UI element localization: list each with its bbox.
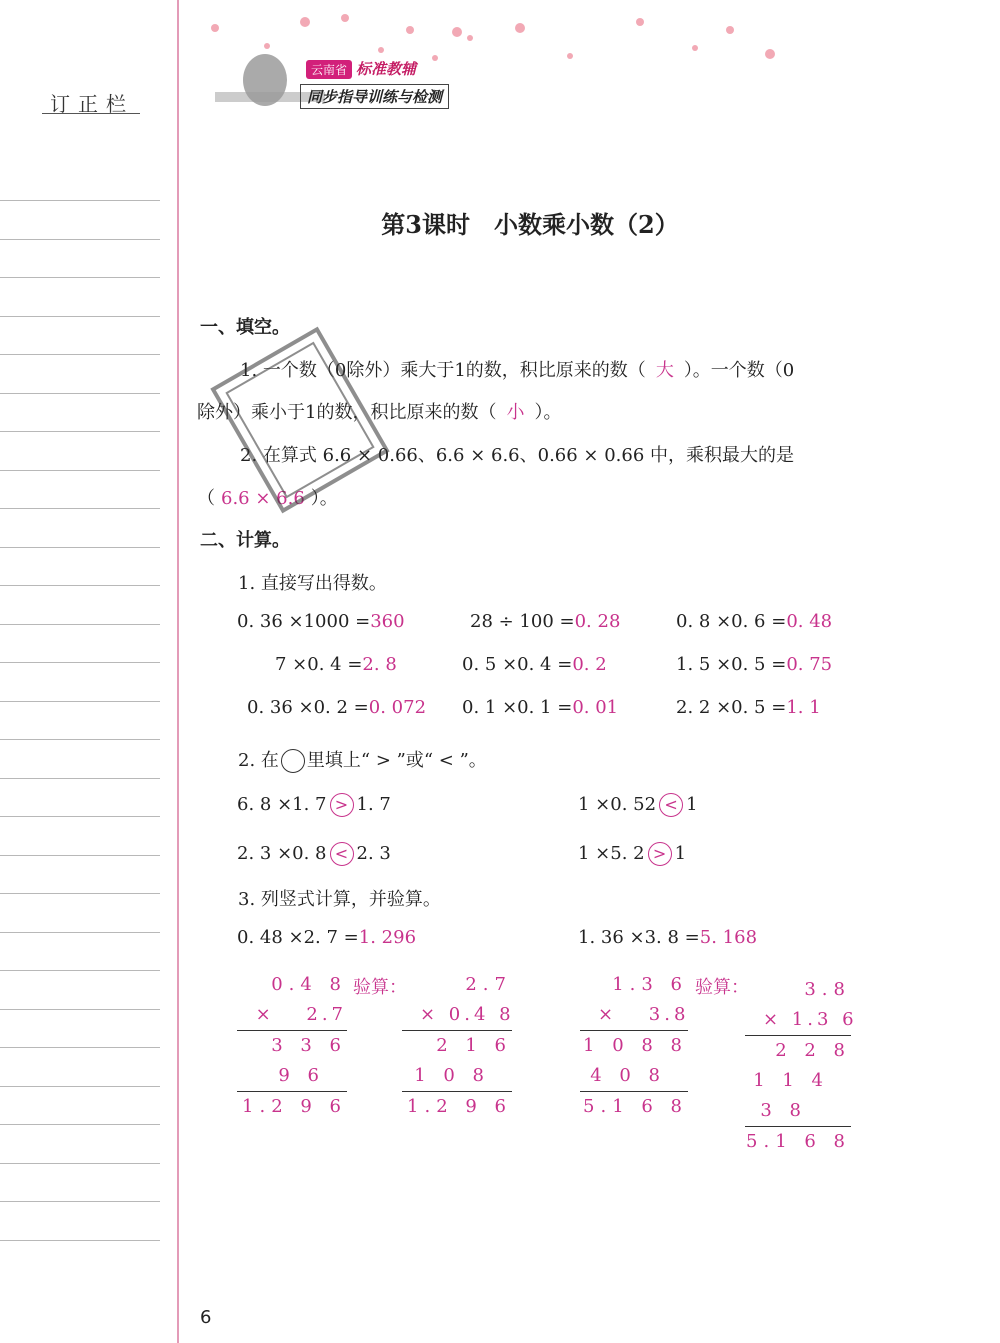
direct-question: 0. 36 ×0. 2 =	[247, 697, 369, 718]
correction-line	[0, 932, 160, 933]
correction-line	[0, 1086, 160, 1087]
vertical-row: 1.3 6	[612, 974, 688, 995]
vertical-row: 2 2 8	[775, 1040, 851, 1061]
correction-column-label: 订正栏	[50, 92, 134, 116]
series-brand	[306, 58, 416, 79]
eq1-question: 0. 48 ×2. 7 =	[237, 927, 359, 948]
eq1-answer: 1. 296	[358, 927, 417, 948]
vertical-row: × 0.4 8	[402, 1000, 512, 1031]
correction-line	[0, 1201, 160, 1202]
direct-answer: 0. 48	[786, 611, 833, 632]
section-heading-calculation: 二、计算。	[200, 530, 290, 551]
vertical-calculation	[580, 970, 688, 1122]
vertical-row: 4 0 8	[580, 1061, 688, 1092]
series-subtitle: 同步指导训练与检测	[300, 84, 449, 109]
correction-line	[0, 778, 160, 779]
correction-line	[0, 701, 160, 702]
vertical-row: × 3.8	[580, 1000, 688, 1031]
direct-question: 0. 8 ×0. 6 =	[676, 611, 787, 632]
direct-question: 7 ×0. 4 =	[275, 654, 363, 675]
direct-question: 0. 36 ×1000 =	[237, 611, 371, 632]
leaf-decoration-right	[440, 8, 800, 68]
direct-question: 0. 5 ×0. 4 =	[462, 654, 573, 675]
correction-line	[0, 855, 160, 856]
direct-answer-item	[462, 654, 607, 675]
comparison-sign: >	[330, 793, 354, 817]
empty-circle-icon	[281, 749, 305, 773]
vertical-row: × 1.3 6	[745, 1005, 851, 1036]
comparison-item	[578, 793, 698, 817]
correction-line	[0, 739, 160, 740]
lesson-title: 第3课时 小数乘小数（2）	[381, 210, 679, 239]
part-1-instruction: 1. 直接写出得数。	[238, 573, 387, 594]
section-heading-fill-blank: 一、填空。	[200, 317, 290, 338]
q2-paren-close: ）。	[310, 488, 338, 509]
vertical-row: 1 0 8	[402, 1061, 512, 1092]
vertical-row: 5.1 6 8	[746, 1131, 851, 1152]
q1-answer-1: 大	[655, 360, 674, 381]
vertical-row: 9 6	[237, 1061, 347, 1092]
correction-line	[0, 585, 160, 586]
correction-line	[0, 1047, 160, 1048]
eq2-answer: 5. 168	[699, 927, 758, 948]
direct-answer: 2. 8	[362, 654, 397, 675]
comparison-left: 6. 8 ×1. 7	[237, 794, 327, 815]
correction-line	[0, 893, 160, 894]
q1-text-a: 1. 一个数（0除外）乘大于1的数，积比原来的数（	[240, 360, 646, 381]
vertical-row: 1 0 8 8	[583, 1035, 688, 1056]
vertical-row: 5.1 6 8	[583, 1096, 688, 1117]
direct-answer-item	[275, 654, 397, 675]
comparison-item	[237, 793, 391, 817]
q2-paren-open: （	[197, 488, 215, 509]
direct-question: 0. 1 ×0. 1 =	[462, 697, 573, 718]
vertical-row: 3 8	[745, 1096, 851, 1127]
direct-answer-item	[470, 611, 620, 632]
vertical-row: × 2.7	[237, 1000, 347, 1031]
vertical-row: 2 1 6	[436, 1035, 512, 1056]
equation-2	[578, 927, 757, 948]
check-label-1: 验算：	[353, 977, 407, 998]
correction-line	[0, 1163, 160, 1164]
q1-answer-2: 小	[506, 402, 525, 423]
direct-answer: 0. 01	[572, 697, 619, 718]
comparison-sign: <	[659, 793, 683, 817]
correction-line	[0, 354, 160, 355]
vertical-row: 1.2 9 6	[407, 1096, 512, 1117]
vertical-calculation	[237, 970, 347, 1122]
comparison-right: 1	[674, 843, 687, 864]
p2-text-a: 2. 在	[238, 750, 279, 771]
comparison-left: 1 ×0. 52	[578, 794, 657, 815]
direct-answer: 0. 072	[368, 697, 427, 718]
correction-line	[0, 508, 160, 509]
correction-line	[0, 316, 160, 317]
vertical-row: 1.2 9 6	[242, 1096, 347, 1117]
stamp-watermark	[200, 320, 400, 520]
margin-divider	[177, 0, 179, 1343]
correction-line	[0, 200, 160, 201]
correction-line	[0, 431, 160, 432]
direct-answer-item	[462, 697, 618, 718]
correction-line	[0, 662, 160, 663]
comparison-sign: <	[330, 842, 354, 866]
label-underline	[42, 113, 140, 114]
q1-text-d: ）。	[534, 402, 562, 423]
correction-line	[0, 547, 160, 548]
direct-answer: 1. 1	[786, 697, 821, 718]
correction-line	[0, 470, 160, 471]
comparison-sign: >	[648, 842, 672, 866]
correction-line	[0, 624, 160, 625]
correction-line	[0, 1009, 160, 1010]
direct-answer: 0. 75	[786, 654, 833, 675]
direct-answer-item	[247, 697, 426, 718]
comparison-right: 1	[686, 794, 698, 815]
comparison-left: 2. 3 ×0. 8	[237, 843, 327, 864]
correction-line	[0, 970, 160, 971]
vertical-row: 1 1 4	[753, 1070, 829, 1091]
direct-question: 28 ÷ 100 =	[470, 611, 575, 632]
correction-line	[0, 277, 160, 278]
vertical-row: 3.8	[804, 979, 851, 1000]
direct-answer-item	[237, 611, 405, 632]
question-2-line-1: 2. 在算式 6.6 × 0.66、6.6 × 6.6、0.66 × 0.66 中，乘积最大的是	[240, 445, 795, 466]
correction-line	[0, 1124, 160, 1125]
correction-line	[0, 816, 160, 817]
p2-text-b: 里填上“ > ”或“ < ”。	[306, 750, 487, 771]
correction-line	[0, 1240, 160, 1241]
q2-answer: 6.6 × 6.6	[221, 488, 305, 509]
direct-question: 2. 2 ×0. 5 =	[676, 697, 787, 718]
part-2-instruction	[238, 746, 487, 773]
q1-text-b: ）。一个数（0	[683, 360, 795, 381]
vertical-calculation	[402, 970, 515, 1122]
province-badge: 云南省	[306, 60, 352, 79]
comparison-item	[578, 842, 686, 866]
vertical-calculation	[745, 975, 858, 1157]
brand-name: 标准教辅	[356, 60, 417, 78]
eq2-question: 1. 36 ×3. 8 =	[578, 927, 700, 948]
direct-answer-item	[676, 611, 832, 632]
vertical-row: 2.7	[465, 974, 512, 995]
comparison-item	[237, 842, 391, 866]
direct-answer: 0. 28	[574, 611, 621, 632]
page-number: 6	[200, 1307, 212, 1328]
direct-question: 1. 5 ×0. 5 =	[676, 654, 787, 675]
vertical-row: 3 3 6	[271, 1035, 347, 1056]
correction-line	[0, 393, 160, 394]
direct-answer: 360	[370, 611, 405, 632]
direct-answer-item	[676, 654, 832, 675]
check-label-2: 验算：	[695, 977, 749, 998]
direct-answer: 0. 2	[572, 654, 607, 675]
direct-answer-item	[676, 697, 821, 718]
comparison-right: 1. 7	[356, 794, 391, 815]
vertical-row: 0.4 8	[271, 974, 347, 995]
q1-text-c: 除外）乘小于1的数，积比原来的数（	[197, 402, 497, 423]
part-3-instruction: 3. 列竖式计算，并验算。	[238, 889, 441, 910]
comparison-left: 1 ×5. 2	[578, 843, 645, 864]
comparison-right: 2. 3	[356, 843, 391, 864]
leaf-decoration	[211, 14, 462, 61]
equation-1	[237, 927, 416, 948]
